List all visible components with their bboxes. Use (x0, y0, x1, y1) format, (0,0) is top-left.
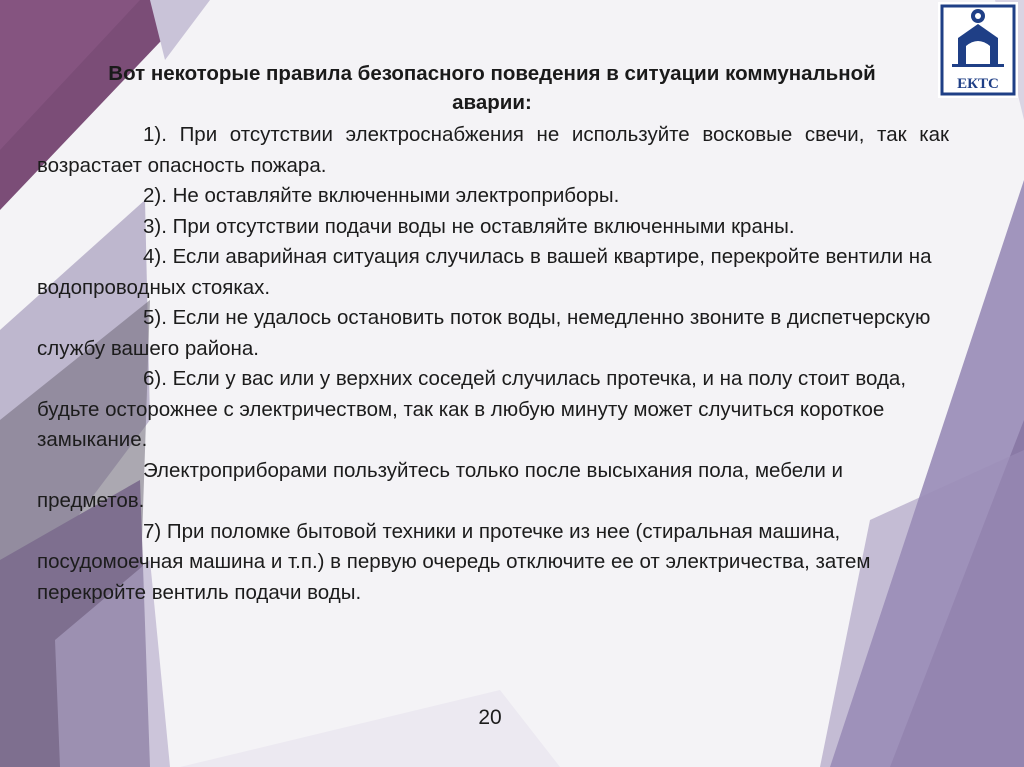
ektc-logo (938, 2, 1018, 98)
slide-title: Вот некоторые правила безопасного поведения в ситуации коммунальной аварии: (108, 62, 876, 114)
rule-2: 2). Не оставляйте включенными электроприборы. (143, 184, 620, 207)
rule-4: 4). Если аварийная ситуация случилась в вашей квартире, перекройте вентили на водопроводных стояках. (37, 245, 932, 299)
rule-3: 3). При отсутствии подачи воды не оставляйте включенными краны. (143, 214, 795, 238)
rules-list (37, 120, 949, 608)
rule-1: 1). При отсутствии электроснабжения не используйте восковые свечи, так как возрастает опасность пожара. (37, 123, 949, 177)
rule-6: 6). Если у вас или у верхних соседей случилась протечка, и на полу стоит вода, будьте осторожнее с электричеством, так как в любую минуту может случиться короткое замыкание. (37, 367, 907, 451)
page-number: 20 (478, 706, 502, 729)
svg-text:ЕКТС: ЕКТС (957, 76, 999, 92)
rule-7: 7) При поломке бытовой техники и протечке из нее (стиральная машина, посудомоечная машина и т.п.) в первую очередь отключите ее от электричества, затем перекройте вентиль подачи воды. (37, 519, 871, 604)
rule-5: 5). Если не удалось остановить поток воды, немедленно звоните в диспетчерскую службу вашего района. (37, 306, 931, 360)
rule-6-note: Электроприборами пользуйтесь только после высыхания пола, мебели и предметов. (37, 458, 844, 512)
